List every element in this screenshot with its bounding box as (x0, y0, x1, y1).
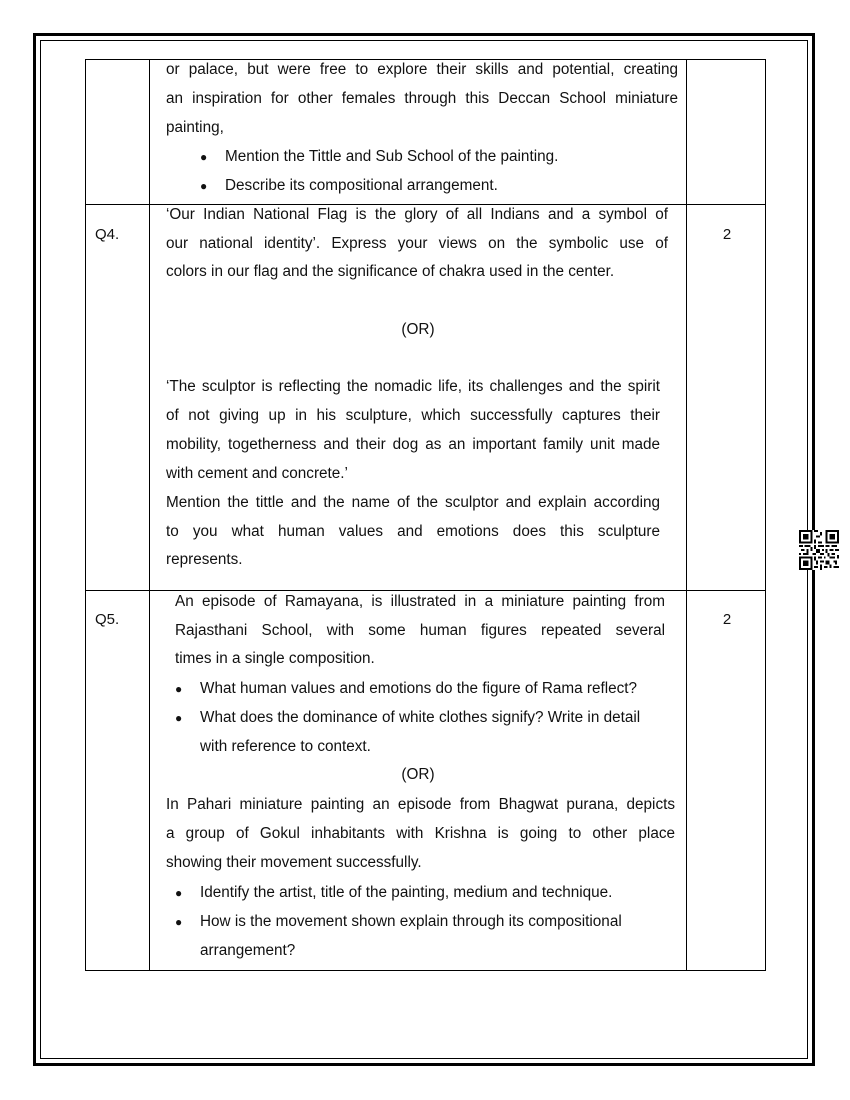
question-number-cell (85, 59, 150, 204)
question-number: Q5. (95, 611, 120, 628)
text-line: In Pahari miniature painting an episode from Bhagwat purana, depicts (166, 796, 675, 813)
marks-value: 2 (722, 226, 732, 243)
text-line: an inspiration for other females through this Deccan School miniature (166, 90, 678, 107)
marks-cell (686, 59, 766, 204)
text-line: represents. (166, 551, 243, 568)
bullet-text: Describe its compositional arrangement. (225, 177, 498, 194)
text-line: a group of Gokul inhabitants with Krishna is going to other place (166, 825, 675, 842)
table-row (85, 59, 766, 204)
bullet-icon: ● (175, 915, 183, 929)
bullet-text: Mention the Tittle and Sub School of the painting. (225, 148, 559, 165)
text-line: times in a single composition. (175, 650, 375, 667)
text-line: An episode of Ramayana, is illustrated in a miniature painting from (175, 593, 665, 610)
text-line: our national identity’. Express your views on the symbolic use of (166, 235, 668, 252)
question-number-cell (85, 204, 150, 590)
bullet-icon: ● (200, 150, 208, 164)
bullet-icon: ● (200, 179, 208, 193)
bullet-text: Identify the artist, title of the painting, medium and technique. (200, 884, 613, 901)
text-line: showing their movement successfully. (166, 854, 422, 871)
question-text-cell (150, 204, 686, 590)
bullet-text: arrangement? (200, 942, 296, 959)
bullet-icon: ● (175, 682, 183, 696)
text-line: or palace, but were free to explore their skills and potential, creating (166, 61, 678, 78)
text-line: Rajasthani School, with some human figures repeated several (175, 622, 665, 639)
text-line: with cement and concrete.’ (166, 465, 348, 482)
bullet-icon: ● (175, 886, 183, 900)
bullet-text: How is the movement shown explain through its compositional (200, 913, 622, 930)
qr-code-icon (799, 530, 839, 570)
marks-cell (686, 204, 766, 590)
or-label: (OR) (401, 766, 435, 783)
table-row (85, 590, 766, 970)
text-line: mobility, togetherness and their dog as an important family unit made (166, 436, 660, 453)
text-line: Mention the tittle and the name of the sculptor and explain according (166, 494, 660, 511)
question-text-cell (150, 590, 686, 970)
question-text-cell (150, 59, 686, 204)
or-label: (OR) (401, 321, 435, 338)
text-line: colors in our flag and the significance of chakra used in the center. (166, 263, 615, 280)
question-number-cell (85, 590, 150, 970)
table-bottom-border (85, 970, 766, 971)
bullet-text: What does the dominance of white clothes signify? Write in detail (200, 709, 641, 726)
text-line: of not giving up in his sculpture, which successfully captures their (166, 407, 660, 424)
table-row (85, 204, 766, 590)
text-line: painting, (166, 119, 224, 136)
marks-value: 2 (722, 611, 732, 628)
question-number: Q4. (95, 226, 120, 243)
text-line: to you what human values and emotions does this sculpture (166, 523, 660, 540)
bullet-icon: ● (175, 711, 183, 725)
marks-cell (686, 590, 766, 970)
text-line: ‘Our Indian National Flag is the glory of all Indians and a symbol of (166, 206, 668, 223)
bullet-text: with reference to context. (200, 738, 371, 755)
text-line: ‘The sculptor is reflecting the nomadic life, its challenges and the spirit (166, 378, 660, 395)
bullet-text: What human values and emotions do the figure of Rama reflect? (200, 680, 638, 697)
